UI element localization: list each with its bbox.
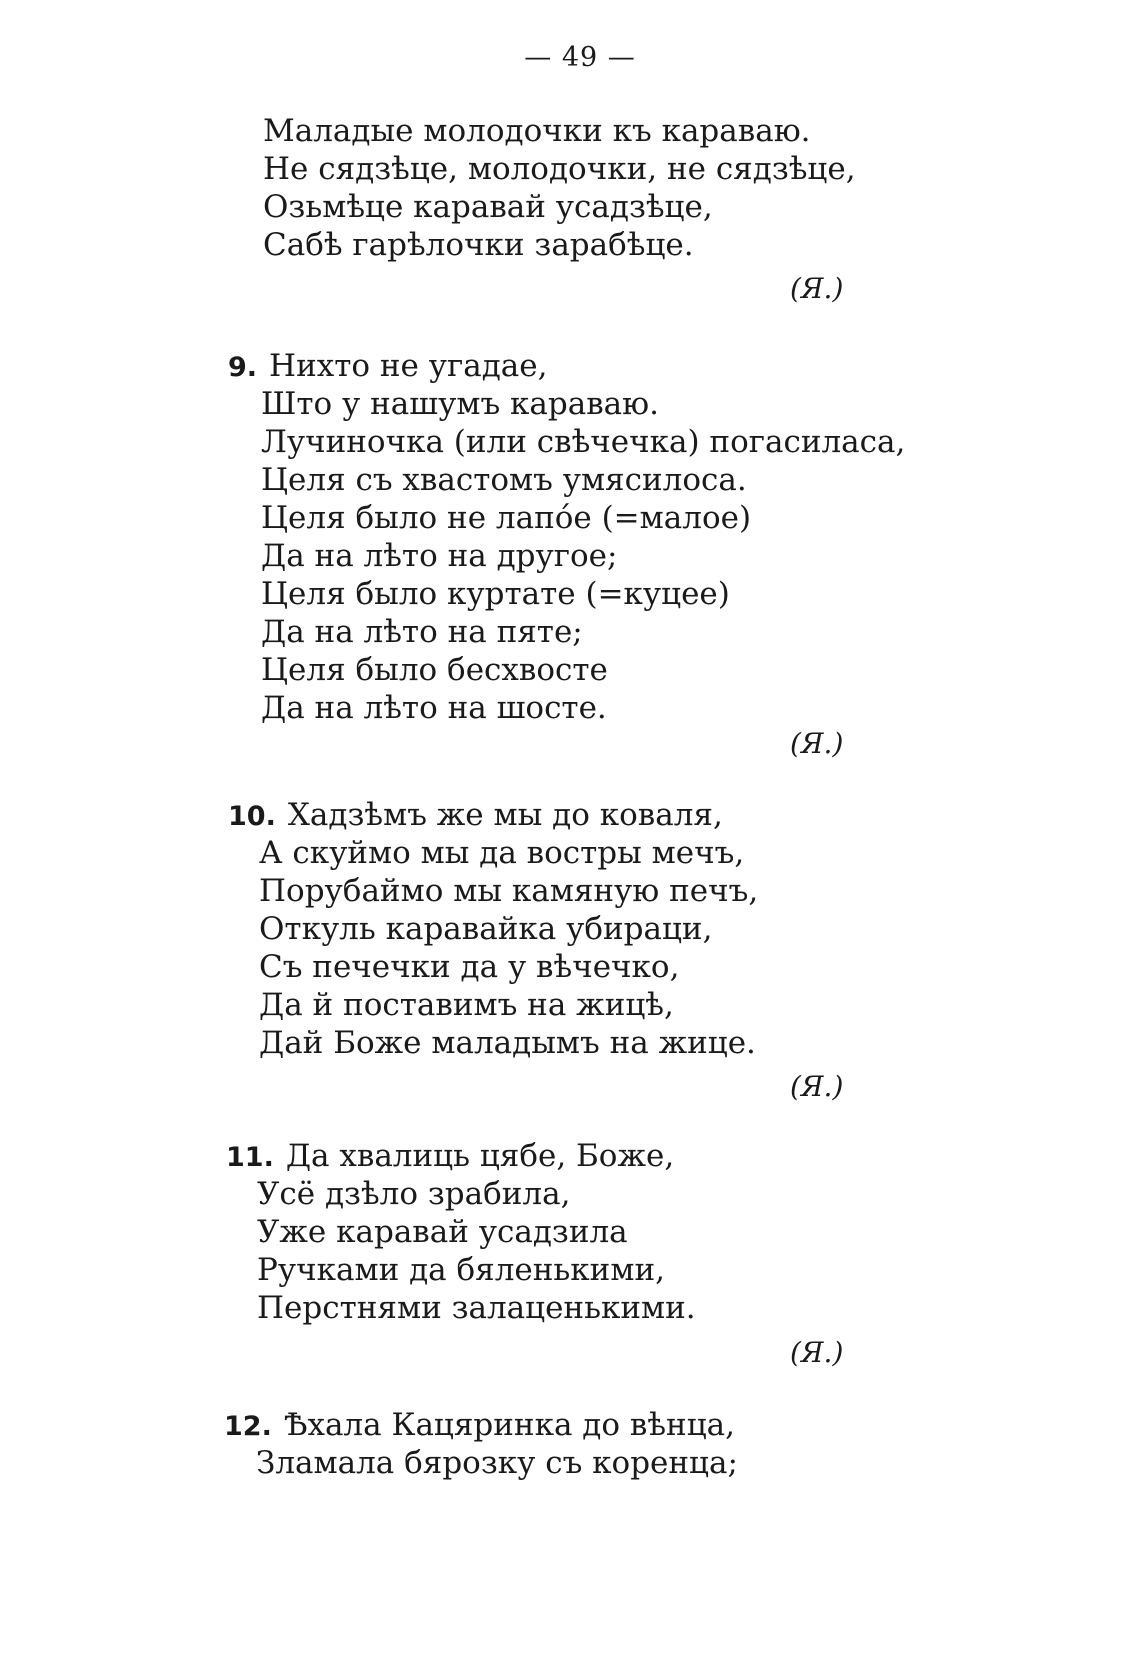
source-note: (Я.) — [790, 1336, 844, 1369]
verse-line: Нихто не угадае, — [269, 348, 548, 384]
verse-line: Сабѣ гарѣлочки зарабѣце. — [263, 227, 694, 263]
verse-line: Откуль каравайка убираци, — [259, 911, 713, 947]
verse-line: Да на лѣто на шосте. — [261, 690, 607, 726]
song-number: 9. — [228, 352, 258, 383]
verse-line: Целя съ хвастомъ умясилоса. — [261, 462, 747, 498]
song-number: 12. — [224, 1411, 272, 1442]
source-note: (Я.) — [790, 727, 844, 760]
verse-line: Целя было не лапо́е (=малое) — [261, 500, 752, 536]
song-number: 10. — [228, 801, 276, 832]
verse-first-line — [224, 1406, 735, 1444]
verse-first-line — [228, 796, 723, 834]
verse-line: Съ печечки да у вѣчечко, — [259, 949, 680, 985]
verse-line: Целя было бесхвосте — [261, 652, 608, 688]
verse-line: Да хвалиць цябе, Боже, — [285, 1138, 675, 1174]
verse-line: Ѣхала Кацяринка до вѣнца, — [283, 1407, 735, 1443]
page-number: — 49 — — [524, 42, 636, 73]
verse-line: Маладые молодочки къ караваю. — [263, 113, 811, 149]
verse-line: Усё дзѣло зрабила, — [257, 1176, 571, 1212]
song-number: 11. — [226, 1142, 274, 1173]
verse-line: Уже каравай усадзила — [257, 1214, 628, 1250]
verse-line: Целя было куртате (=куцее) — [261, 576, 730, 612]
verse-first-line — [228, 347, 548, 385]
verse-line: Озьмѣце каравай усадзѣце, — [263, 189, 713, 225]
verse-line: Порубаймо мы камяную печъ, — [259, 873, 759, 909]
verse-line: Не сядзѣце, молодочки, не сядзѣце, — [263, 151, 856, 187]
verse-line: Да й поставимъ на жицѣ, — [259, 987, 674, 1023]
verse-line: Перстнями залаценькими. — [257, 1290, 696, 1326]
verse-line: Да на лѣто на пяте; — [261, 614, 583, 650]
verse-line: Зламала бярозку съ коренца; — [256, 1445, 738, 1481]
verse-line: Што у нашумъ караваю. — [261, 386, 659, 422]
verse-line: Лучиночка (или свѣчечка) погасиласа, — [261, 424, 906, 460]
source-note: (Я.) — [790, 272, 844, 305]
verse-line: Да на лѣто на другое; — [261, 538, 618, 574]
verse-line: А скуймо мы да востры мечъ, — [259, 835, 745, 871]
verse-line: Хадзѣмъ же мы до коваля, — [287, 797, 723, 833]
verse-first-line — [226, 1137, 674, 1175]
source-note: (Я.) — [790, 1070, 844, 1103]
verse-line: Дай Боже маладымъ на жице. — [259, 1025, 756, 1061]
verse-line: Ручками да бяленькими, — [257, 1252, 665, 1288]
